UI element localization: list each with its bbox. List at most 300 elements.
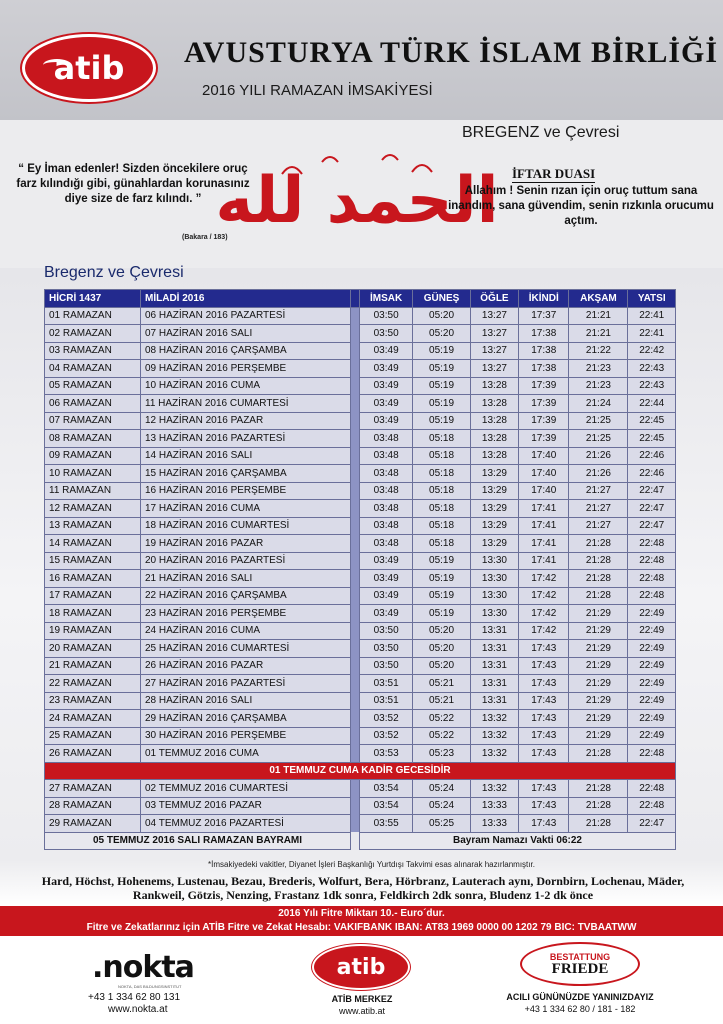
cell-gap xyxy=(351,307,360,325)
cell-hicri: 20 RAMAZAN xyxy=(45,640,141,658)
table-row xyxy=(45,377,676,395)
cell-gunes: 05:20 xyxy=(413,307,471,325)
cell-aksam: 21:23 xyxy=(569,360,628,378)
cell-gunes: 05:24 xyxy=(413,797,471,815)
cell-aksam: 21:26 xyxy=(569,447,628,465)
cell-aksam: 21:28 xyxy=(569,797,628,815)
table-row xyxy=(45,325,676,343)
cell-ogle: 13:32 xyxy=(470,727,518,745)
cell-hicri: 23 RAMAZAN xyxy=(45,692,141,710)
cell-gunes: 05:22 xyxy=(413,710,471,728)
cell-imsak: 03:49 xyxy=(360,570,413,588)
cell-aksam: 21:27 xyxy=(569,482,628,500)
cell-aksam: 21:28 xyxy=(569,815,628,833)
cell-imsak: 03:48 xyxy=(360,465,413,483)
cell-gunes: 05:19 xyxy=(413,360,471,378)
header-miladi: MİLADİ 2016 xyxy=(141,290,351,308)
cell-gap xyxy=(351,587,360,605)
cell-hicri: 10 RAMAZAN xyxy=(45,465,141,483)
iftar-dua-title: İFTAR DUASI xyxy=(512,166,596,181)
cell-miladi: 25 HAZİRAN 2016 CUMARTESİ xyxy=(141,640,351,658)
cell-aksam: 21:28 xyxy=(569,745,628,763)
cell-ogle: 13:27 xyxy=(470,325,518,343)
table-row xyxy=(45,710,676,728)
cell-miladi: 27 HAZİRAN 2016 PAZARTESİ xyxy=(141,675,351,693)
cell-gunes: 05:20 xyxy=(413,657,471,675)
cell-hicri: 21 RAMAZAN xyxy=(45,657,141,675)
kadir-row xyxy=(45,762,676,780)
bayram-note: 05 TEMMUZ 2016 SALI RAMAZAN BAYRAMI xyxy=(45,832,351,850)
cell-miladi: 08 HAZİRAN 2016 ÇARŞAMBA xyxy=(141,342,351,360)
cell-gap xyxy=(351,430,360,448)
cell-gunes: 05:18 xyxy=(413,517,471,535)
cell-gunes: 05:21 xyxy=(413,692,471,710)
cell-ikindi: 17:42 xyxy=(519,605,569,623)
cell-gunes: 05:20 xyxy=(413,622,471,640)
table-row xyxy=(45,640,676,658)
atib-logo xyxy=(22,34,156,102)
cell-ogle: 13:31 xyxy=(470,622,518,640)
cell-miladi: 24 HAZİRAN 2016 CUMA xyxy=(141,622,351,640)
cell-ogle: 13:31 xyxy=(470,657,518,675)
table-body-end xyxy=(45,780,676,833)
cell-yatsi: 22:43 xyxy=(628,377,676,395)
cell-yatsi: 22:48 xyxy=(628,745,676,763)
cell-imsak: 03:49 xyxy=(360,360,413,378)
cell-gunes: 05:19 xyxy=(413,605,471,623)
cell-miladi: 21 HAZİRAN 2016 SALI xyxy=(141,570,351,588)
table-row xyxy=(45,482,676,500)
cell-gunes: 05:24 xyxy=(413,780,471,798)
cell-aksam: 21:25 xyxy=(569,412,628,430)
cell-ogle: 13:31 xyxy=(470,675,518,693)
bayram-namazi: Bayram Namazı Vakti 06:22 xyxy=(360,832,676,850)
cell-ikindi: 17:41 xyxy=(519,500,569,518)
cell-imsak: 03:48 xyxy=(360,447,413,465)
cell-gap xyxy=(351,325,360,343)
cell-yatsi: 22:49 xyxy=(628,622,676,640)
cell-hicri: 26 RAMAZAN xyxy=(45,745,141,763)
cell-gap xyxy=(351,780,360,798)
friede-logo xyxy=(520,942,640,986)
nokta-subtitle: NOKTA, DAS BILDUNGSINSTITUT xyxy=(118,984,182,989)
cell-gap xyxy=(351,675,360,693)
cell-imsak: 03:50 xyxy=(360,640,413,658)
cell-ogle: 13:27 xyxy=(470,360,518,378)
cell-gap xyxy=(351,395,360,413)
cell-miladi: 11 HAZİRAN 2016 CUMARTESİ xyxy=(141,395,351,413)
cell-gunes: 05:25 xyxy=(413,815,471,833)
cell-yatsi: 22:48 xyxy=(628,535,676,553)
cell-miladi: 30 HAZİRAN 2016 PERŞEMBE xyxy=(141,727,351,745)
cell-miladi: 14 HAZİRAN 2016 SALI xyxy=(141,447,351,465)
cell-gunes: 05:19 xyxy=(413,342,471,360)
cell-ikindi: 17:43 xyxy=(519,640,569,658)
cell-hicri: 28 RAMAZAN xyxy=(45,797,141,815)
friede-slogan: ACILI GÜNÜNÜZDE YANINIZDAYIZ xyxy=(506,992,654,1002)
table-row xyxy=(45,622,676,640)
cell-ogle: 13:29 xyxy=(470,465,518,483)
cell-hicri: 02 RAMAZAN xyxy=(45,325,141,343)
cell-ogle: 13:28 xyxy=(470,430,518,448)
cell-yatsi: 22:42 xyxy=(628,342,676,360)
cell-ogle: 13:28 xyxy=(470,412,518,430)
cell-ikindi: 17:43 xyxy=(519,797,569,815)
cell-gap xyxy=(351,605,360,623)
cell-miladi: 23 HAZİRAN 2016 PERŞEMBE xyxy=(141,605,351,623)
cell-ikindi: 17:37 xyxy=(519,307,569,325)
cell-ogle: 13:30 xyxy=(470,605,518,623)
cell-ogle: 13:33 xyxy=(470,797,518,815)
cell-ikindi: 17:43 xyxy=(519,727,569,745)
friede-phone: +43 1 334 62 80 / 181 - 182 xyxy=(524,1004,636,1014)
fitre-amount: 2016 Yılı Fitre Miktarı 10.- Euro´dur. xyxy=(278,908,445,919)
cell-gunes: 05:19 xyxy=(413,570,471,588)
cell-gap xyxy=(351,465,360,483)
header xyxy=(0,0,723,118)
cell-yatsi: 22:49 xyxy=(628,675,676,693)
table-row xyxy=(45,727,676,745)
cell-ogle: 13:30 xyxy=(470,570,518,588)
cell-ogle: 13:29 xyxy=(470,500,518,518)
cell-miladi: 10 HAZİRAN 2016 CUMA xyxy=(141,377,351,395)
table-row xyxy=(45,587,676,605)
cell-miladi: 16 HAZİRAN 2016 PERŞEMBE xyxy=(141,482,351,500)
cell-ogle: 13:29 xyxy=(470,517,518,535)
cell-gap xyxy=(351,412,360,430)
cell-aksam: 21:29 xyxy=(569,692,628,710)
table-row xyxy=(45,535,676,553)
table-row xyxy=(45,780,676,798)
cell-ikindi: 17:39 xyxy=(519,412,569,430)
cell-ogle: 13:32 xyxy=(470,780,518,798)
cell-miladi: 09 HAZİRAN 2016 PERŞEMBE xyxy=(141,360,351,378)
org-title: AVUSTURYA TÜRK İSLAM BİRLİĞİ xyxy=(184,36,719,69)
cell-gap xyxy=(351,727,360,745)
cell-yatsi: 22:47 xyxy=(628,482,676,500)
cell-imsak: 03:50 xyxy=(360,657,413,675)
cell-imsak: 03:49 xyxy=(360,342,413,360)
cell-yatsi: 22:46 xyxy=(628,447,676,465)
cell-aksam: 21:28 xyxy=(569,780,628,798)
cell-miladi: 01 TEMMUZ 2016 CUMA xyxy=(141,745,351,763)
cell-hicri: 25 RAMAZAN xyxy=(45,727,141,745)
cell-gap xyxy=(351,360,360,378)
cell-yatsi: 22:41 xyxy=(628,325,676,343)
cell-gunes: 05:19 xyxy=(413,412,471,430)
cell-imsak: 03:52 xyxy=(360,710,413,728)
cell-miladi: 17 HAZİRAN 2016 CUMA xyxy=(141,500,351,518)
cell-yatsi: 22:47 xyxy=(628,815,676,833)
cell-ogle: 13:27 xyxy=(470,342,518,360)
cell-ikindi: 17:43 xyxy=(519,657,569,675)
table-row xyxy=(45,307,676,325)
cell-imsak: 03:48 xyxy=(360,535,413,553)
cell-imsak: 03:49 xyxy=(360,587,413,605)
cell-ikindi: 17:39 xyxy=(519,395,569,413)
fitre-account: Fitre ve Zekatlarınız için ATİB Fitre ve Zekat Hesabı: VAKIFBANK IBAN: AT83 1969 0000 00 1202 79 BIC: TVBAATWW xyxy=(86,922,637,933)
cell-gap xyxy=(351,517,360,535)
table-row xyxy=(45,360,676,378)
cell-yatsi: 22:47 xyxy=(628,517,676,535)
cell-gunes: 05:20 xyxy=(413,640,471,658)
cell-aksam: 21:24 xyxy=(569,395,628,413)
cell-miladi: 12 HAZİRAN 2016 PAZAR xyxy=(141,412,351,430)
header-imsak: İMSAK xyxy=(360,290,413,308)
footer xyxy=(0,936,723,1024)
cell-ikindi: 17:40 xyxy=(519,447,569,465)
table-row xyxy=(45,570,676,588)
cell-miladi: 28 HAZİRAN 2016 SALI xyxy=(141,692,351,710)
cell-hicri: 24 RAMAZAN xyxy=(45,710,141,728)
atib-website: www.atib.at xyxy=(338,1006,386,1016)
cell-hicri: 13 RAMAZAN xyxy=(45,517,141,535)
cell-imsak: 03:53 xyxy=(360,745,413,763)
cell-hicri: 09 RAMAZAN xyxy=(45,447,141,465)
header-yatsi: YATSI xyxy=(628,290,676,308)
cell-ikindi: 17:43 xyxy=(519,815,569,833)
cell-ogle: 13:30 xyxy=(470,587,518,605)
cell-aksam: 21:21 xyxy=(569,325,628,343)
cell-imsak: 03:49 xyxy=(360,395,413,413)
bayram-row xyxy=(45,832,676,850)
cell-hicri: 03 RAMAZAN xyxy=(45,342,141,360)
cell-aksam: 21:29 xyxy=(569,657,628,675)
cell-yatsi: 22:43 xyxy=(628,360,676,378)
cell-aksam: 21:23 xyxy=(569,377,628,395)
cell-aksam: 21:27 xyxy=(569,517,628,535)
cell-gunes: 05:18 xyxy=(413,430,471,448)
cell-gap xyxy=(351,657,360,675)
cell-gap xyxy=(351,500,360,518)
cell-ogle: 13:32 xyxy=(470,710,518,728)
cell-imsak: 03:54 xyxy=(360,797,413,815)
cell-miladi: 26 HAZİRAN 2016 PAZAR xyxy=(141,657,351,675)
cell-gap xyxy=(351,535,360,553)
cell-hicri: 04 RAMAZAN xyxy=(45,360,141,378)
table-row xyxy=(45,552,676,570)
table-row xyxy=(45,657,676,675)
cell-ikindi: 17:40 xyxy=(519,482,569,500)
table-header-row xyxy=(45,290,676,308)
table-row xyxy=(45,675,676,693)
iftar-dua-text: Allahım ! Senin rızan için oruç tuttum sana inandım, sana güvendim, senin rızkınla orucumu açtım. xyxy=(448,185,714,227)
calligraphy-text: الحمد لله xyxy=(215,164,499,238)
fitre-bar xyxy=(0,906,723,936)
cell-yatsi: 22:49 xyxy=(628,605,676,623)
cell-aksam: 21:28 xyxy=(569,552,628,570)
cell-gap xyxy=(351,377,360,395)
friede-line1: BESTATTUNG xyxy=(549,952,611,962)
cell-hicri: 12 RAMAZAN xyxy=(45,500,141,518)
table-row xyxy=(45,342,676,360)
cell-ogle: 13:29 xyxy=(470,535,518,553)
cell-yatsi: 22:49 xyxy=(628,727,676,745)
cell-gunes: 05:18 xyxy=(413,535,471,553)
table-row xyxy=(45,745,676,763)
cell-yatsi: 22:41 xyxy=(628,307,676,325)
cell-yatsi: 22:44 xyxy=(628,395,676,413)
cell-gunes: 05:18 xyxy=(413,447,471,465)
logo-text: atib xyxy=(53,49,125,87)
cell-ikindi: 17:42 xyxy=(519,587,569,605)
cell-hicri: 19 RAMAZAN xyxy=(45,622,141,640)
cell-imsak: 03:48 xyxy=(360,482,413,500)
cell-imsak: 03:49 xyxy=(360,552,413,570)
cell-yatsi: 22:48 xyxy=(628,552,676,570)
cell-gap xyxy=(351,552,360,570)
cell-gap xyxy=(351,570,360,588)
cell-imsak: 03:49 xyxy=(360,605,413,623)
prayer-times-table xyxy=(44,289,676,850)
table-row xyxy=(45,605,676,623)
cell-yatsi: 22:49 xyxy=(628,657,676,675)
logo-swoosh-icon xyxy=(43,59,71,71)
cell-yatsi: 22:45 xyxy=(628,412,676,430)
header-hicri: HİCRİ 1437 xyxy=(45,290,141,308)
cell-imsak: 03:55 xyxy=(360,815,413,833)
nokta-website: www.nokta.at xyxy=(108,1004,168,1015)
cell-miladi: 02 TEMMUZ 2016 CUMARTESİ xyxy=(141,780,351,798)
cell-ogle: 13:33 xyxy=(470,815,518,833)
cell-miladi: 29 HAZİRAN 2016 ÇARŞAMBA xyxy=(141,710,351,728)
cell-imsak: 03:51 xyxy=(360,692,413,710)
cell-miladi: 04 TEMMUZ 2016 PAZARTESİ xyxy=(141,815,351,833)
cell-hicri: 05 RAMAZAN xyxy=(45,377,141,395)
cell-gap xyxy=(351,815,360,833)
cell-ikindi: 17:38 xyxy=(519,325,569,343)
cell-ikindi: 17:39 xyxy=(519,430,569,448)
cell-imsak: 03:48 xyxy=(360,500,413,518)
table-body-main xyxy=(45,307,676,762)
cell-ogle: 13:28 xyxy=(470,395,518,413)
cell-imsak: 03:49 xyxy=(360,412,413,430)
table-row xyxy=(45,465,676,483)
nokta-logo: .nokta xyxy=(92,950,194,985)
cell-ikindi: 17:40 xyxy=(519,465,569,483)
cell-gap xyxy=(351,692,360,710)
cell-miladi: 13 HAZİRAN 2016 PAZARTESİ xyxy=(141,430,351,448)
atib-footer-logo: atib xyxy=(312,944,410,990)
cell-hicri: 15 RAMAZAN xyxy=(45,552,141,570)
cell-ikindi: 17:41 xyxy=(519,552,569,570)
cell-ikindi: 17:43 xyxy=(519,780,569,798)
cell-yatsi: 22:48 xyxy=(628,570,676,588)
cell-hicri: 07 RAMAZAN xyxy=(45,412,141,430)
cell-gap xyxy=(351,482,360,500)
table-row xyxy=(45,797,676,815)
cell-ikindi: 17:41 xyxy=(519,535,569,553)
table-row xyxy=(45,517,676,535)
cell-hicri: 14 RAMAZAN xyxy=(45,535,141,553)
cell-hicri: 16 RAMAZAN xyxy=(45,570,141,588)
cell-gap xyxy=(351,342,360,360)
cell-gunes: 05:18 xyxy=(413,500,471,518)
cell-ogle: 13:31 xyxy=(470,692,518,710)
header-aksam: AKŞAM xyxy=(569,290,628,308)
cell-yatsi: 22:46 xyxy=(628,465,676,483)
cell-ogle: 13:30 xyxy=(470,552,518,570)
calligraphy-icon xyxy=(215,134,499,262)
cell-ogle: 13:27 xyxy=(470,307,518,325)
cell-ogle: 13:28 xyxy=(470,447,518,465)
cell-ikindi: 17:43 xyxy=(519,710,569,728)
cell-hicri: 29 RAMAZAN xyxy=(45,815,141,833)
cell-yatsi: 22:47 xyxy=(628,500,676,518)
atib-merkez-label: ATİB MERKEZ xyxy=(331,994,393,1004)
cell-aksam: 21:28 xyxy=(569,570,628,588)
cell-aksam: 21:29 xyxy=(569,675,628,693)
cell-gap xyxy=(351,710,360,728)
towns-list: Hard, Höchst, Hohenems, Lustenau, Bezau, Brederis, Wolfurt, Bera, Hörbranz, Lauterach aynı, Dornbirn, Lochenau, Mäder, Rankweil, Götzis, Nenzing, Frastanz 1dk sonra, Feldkirch 2dk sonra, Bludenz 1-2 dk önce xyxy=(41,874,685,902)
cell-ikindi: 17:43 xyxy=(519,675,569,693)
kadir-note: 01 TEMMUZ CUMA KADİR GECESİDİR xyxy=(45,762,676,780)
cell-gunes: 05:22 xyxy=(413,727,471,745)
cell-gap xyxy=(351,640,360,658)
cell-aksam: 21:28 xyxy=(569,535,628,553)
table-row xyxy=(45,500,676,518)
cell-imsak: 03:48 xyxy=(360,517,413,535)
cell-miladi: 22 HAZİRAN 2016 ÇARŞAMBA xyxy=(141,587,351,605)
cell-aksam: 21:29 xyxy=(569,640,628,658)
cell-hicri: 22 RAMAZAN xyxy=(45,675,141,693)
table-caption: Bregenz ve Çevresi xyxy=(44,264,184,281)
cell-gap xyxy=(351,797,360,815)
cell-gunes: 05:23 xyxy=(413,745,471,763)
cell-yatsi: 22:49 xyxy=(628,710,676,728)
cell-yatsi: 22:49 xyxy=(628,640,676,658)
cell-miladi: 20 HAZİRAN 2016 PAZARTESİ xyxy=(141,552,351,570)
footnote: *İmsakiyedeki vakitler, Diyanet İşleri Başkanlığı Yurtdışı Takvimi esas alınarak hazırlanmıştır. xyxy=(208,860,535,869)
cell-hicri: 17 RAMAZAN xyxy=(45,587,141,605)
cell-ogle: 13:32 xyxy=(470,745,518,763)
cell-aksam: 21:29 xyxy=(569,727,628,745)
cell-ikindi: 17:42 xyxy=(519,622,569,640)
cell-gunes: 05:19 xyxy=(413,377,471,395)
table-row xyxy=(45,430,676,448)
cell-ikindi: 17:43 xyxy=(519,745,569,763)
cell-hicri: 06 RAMAZAN xyxy=(45,395,141,413)
cell-ogle: 13:29 xyxy=(470,482,518,500)
bayram-gap xyxy=(351,832,360,850)
cell-aksam: 21:29 xyxy=(569,605,628,623)
header-ogle: ÖĞLE xyxy=(470,290,518,308)
cell-aksam: 21:28 xyxy=(569,587,628,605)
cell-ikindi: 17:41 xyxy=(519,517,569,535)
cell-gap xyxy=(351,622,360,640)
cell-yatsi: 22:49 xyxy=(628,692,676,710)
cell-miladi: 15 HAZİRAN 2016 ÇARŞAMBA xyxy=(141,465,351,483)
cell-aksam: 21:25 xyxy=(569,430,628,448)
cell-hicri: 18 RAMAZAN xyxy=(45,605,141,623)
cell-aksam: 21:21 xyxy=(569,307,628,325)
header-ikindi: İKİNDİ xyxy=(519,290,569,308)
cell-aksam: 21:29 xyxy=(569,622,628,640)
header-gap xyxy=(351,290,360,308)
cell-hicri: 11 RAMAZAN xyxy=(45,482,141,500)
header-gunes: GÜNEŞ xyxy=(413,290,471,308)
cell-gunes: 05:19 xyxy=(413,587,471,605)
cell-ikindi: 17:39 xyxy=(519,377,569,395)
cell-yatsi: 22:45 xyxy=(628,430,676,448)
cell-gunes: 05:18 xyxy=(413,465,471,483)
cell-ikindi: 17:38 xyxy=(519,360,569,378)
nokta-phone: +43 1 334 62 80 131 xyxy=(88,992,181,1003)
cell-imsak: 03:49 xyxy=(360,377,413,395)
cell-gunes: 05:19 xyxy=(413,395,471,413)
verse-reference: (Bakara / 183) xyxy=(182,234,228,241)
cell-imsak: 03:50 xyxy=(360,307,413,325)
